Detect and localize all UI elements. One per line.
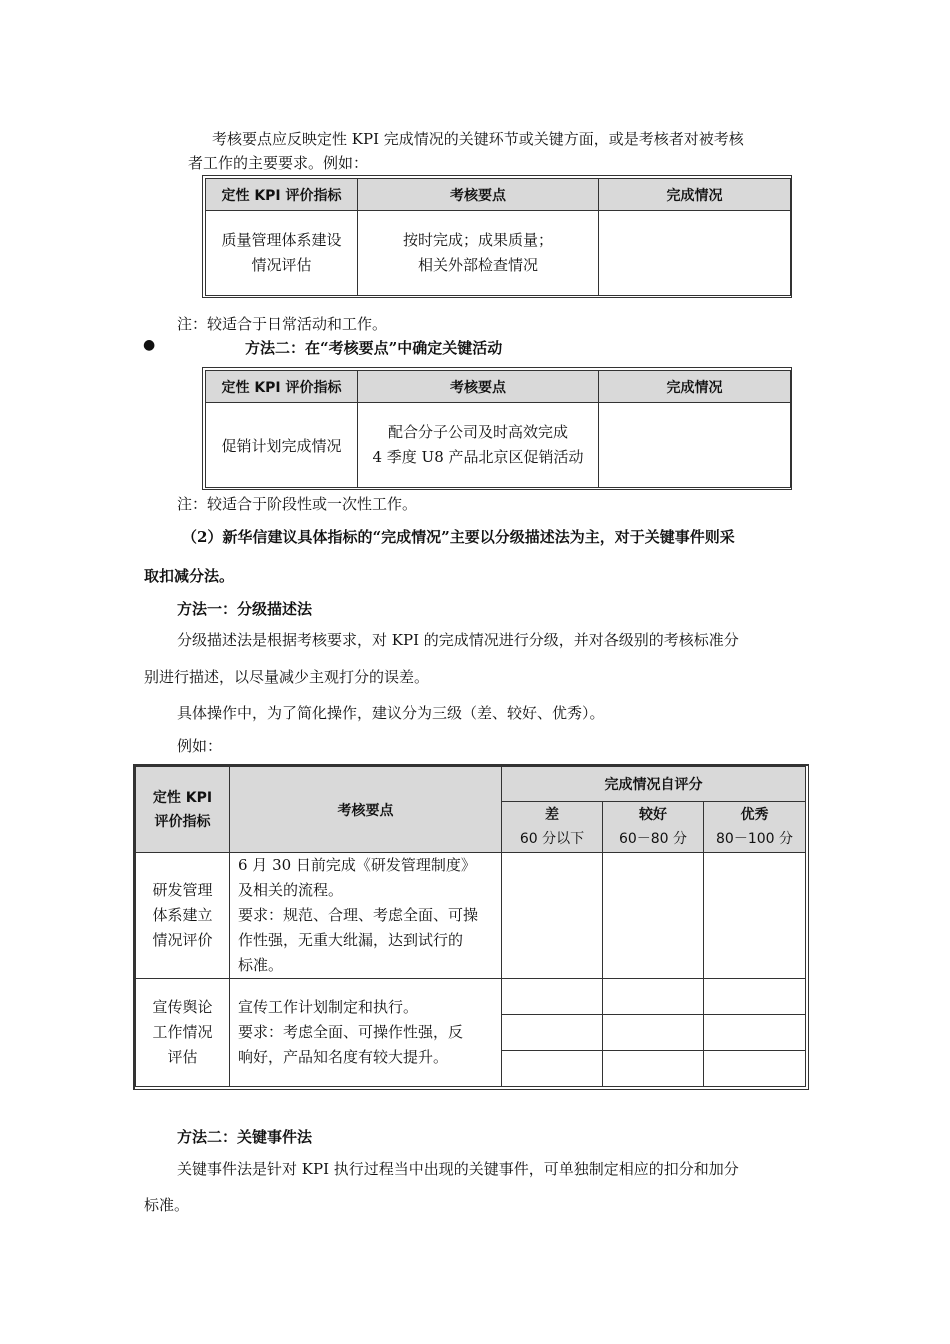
row1-score-poor	[502, 853, 603, 979]
row2-indicator-l3: 评估	[167, 1048, 198, 1066]
row1-point-l5: 标准。	[238, 956, 284, 974]
section2-line-1: （2）新华信建议具体指标的“完成情况”主要以分级描述法为主，对于关键事件则采	[182, 528, 735, 546]
row2-score-excellent-c	[704, 1051, 806, 1087]
methodB-p1-line-2: 标准。	[144, 1196, 190, 1214]
row1-score-excellent	[704, 853, 806, 979]
intro-line-2: 者工作的主要要求。例如：	[188, 154, 369, 172]
methodA-p1-line-2: 别进行描述，以尽量减少主观打分的误差。	[144, 668, 430, 686]
table1-header-indicator: 定性 KPI 评价指标	[206, 179, 358, 211]
table1-indicator-l1: 质量管理体系建设	[221, 231, 342, 249]
methodA-p3: 例如：	[177, 737, 223, 755]
row2-score-good-a	[603, 979, 704, 1015]
table2-point-l1: 配合分子公司及时高效完成	[387, 423, 568, 441]
row1-point-l1: 6 月 30 日前完成《研发管理制度》	[238, 856, 476, 874]
bullet-icon: ●	[143, 337, 156, 353]
table-row	[136, 979, 806, 1015]
table2-header-point: 考核要点	[358, 371, 599, 403]
section2-line-2: 取扣减分法。	[144, 567, 235, 585]
row2-indicator-l2: 工作情况	[152, 1023, 213, 1041]
row1-point-l2: 及相关的流程。	[238, 881, 344, 899]
row2-score-poor-a	[502, 979, 603, 1015]
row1-point	[230, 853, 502, 979]
table3-header-indicator-l1: 定性 KPI	[152, 789, 213, 806]
level-excellent-range: 80－100 分	[716, 831, 793, 847]
note-1: 注：较适合于日常活动和工作。	[177, 315, 388, 333]
row2-point-l3: 响好，产品知名度有较大提升。	[238, 1048, 449, 1066]
table3-header-indicator	[136, 767, 230, 853]
note-2: 注：较适合于阶段性或一次性工作。	[177, 495, 418, 513]
table2-status-cell	[599, 403, 791, 488]
level-poor-range: 60 分以下	[519, 831, 585, 847]
table1-header-status: 完成情况	[599, 179, 791, 211]
table3	[135, 766, 806, 1087]
row1-indicator	[136, 853, 230, 979]
level-excellent	[704, 802, 806, 853]
table1-indicator-l2: 情况评估	[251, 256, 312, 274]
methodB-title: 方法二：关键事件法	[177, 1128, 313, 1146]
row2-indicator-l1: 宣传舆论	[152, 998, 213, 1016]
row1-indicator-l1: 研发管理	[152, 881, 213, 899]
row2-point-l2: 要求：考虑全面、可操作性强，反	[238, 1023, 464, 1041]
table2-indicator-cell: 促销计划完成情况	[206, 403, 358, 488]
row2-score-good-c	[603, 1051, 704, 1087]
table3-header-point: 考核要点	[230, 767, 502, 853]
methodA-title: 方法一：分级描述法	[177, 600, 313, 618]
table-row	[136, 853, 806, 979]
row2-score-poor-c	[502, 1051, 603, 1087]
table1-status-cell	[599, 211, 791, 296]
table2-header-status: 完成情况	[599, 371, 791, 403]
row2-point-l1: 宣传工作计划制定和执行。	[238, 998, 419, 1016]
table1-point-cell	[358, 211, 599, 296]
row2-indicator	[136, 979, 230, 1087]
level-excellent-name: 优秀	[740, 807, 769, 823]
row1-indicator-l2: 体系建立	[152, 906, 213, 924]
table2	[205, 370, 791, 488]
row2-score-poor-b	[502, 1015, 603, 1051]
row2-score-good-b	[603, 1015, 704, 1051]
level-good	[603, 802, 704, 853]
table1-point-l1: 按时完成；成果质量；	[402, 231, 553, 249]
table3-header-selfscore: 完成情况自评分	[502, 767, 806, 802]
level-poor-name: 差	[545, 807, 559, 823]
intro-line-1: 考核要点应反映定性 KPI 完成情况的关键环节或关键方面，或是考核者对被考核	[212, 130, 744, 148]
table1-point-l2: 相关外部检查情况	[417, 256, 538, 274]
row1-indicator-l3: 情况评价	[152, 931, 213, 949]
table2-header-indicator: 定性 KPI 评价指标	[206, 371, 358, 403]
methodA-p2: 具体操作中，为了简化操作，建议分为三级（差、较好、优秀）。	[177, 704, 605, 722]
methodA-p1-line-1: 分级描述法是根据考核要求，对 KPI 的完成情况进行分级，并对各级别的考核标准分	[177, 631, 739, 649]
row1-point-l3: 要求：规范、合理、考虑全面、可操	[238, 906, 479, 924]
table1-header-point: 考核要点	[358, 179, 599, 211]
level-good-name: 较好	[639, 807, 667, 823]
methodB-p1-line-1: 关键事件法是针对 KPI 执行过程当中出现的关键事件，可单独制定相应的扣分和加分	[177, 1160, 739, 1178]
table2-point-cell	[358, 403, 599, 488]
row2-point	[230, 979, 502, 1087]
level-good-range: 60－80 分	[618, 831, 688, 847]
row2-score-excellent-b	[704, 1015, 806, 1051]
level-poor	[502, 802, 603, 853]
table1	[205, 178, 791, 296]
table2-point-l2: 4 季度 U8 产品北京区促销活动	[372, 448, 584, 466]
row1-score-good	[603, 853, 704, 979]
table1-indicator-cell	[206, 211, 358, 296]
row2-score-excellent-a	[704, 979, 806, 1015]
method2-title: 方法二：在“考核要点”中确定关键活动	[245, 339, 503, 357]
table3-header-indicator-l2: 评价指标	[154, 813, 211, 830]
row1-point-l4: 作性强，无重大纰漏，达到试行的	[238, 931, 464, 949]
